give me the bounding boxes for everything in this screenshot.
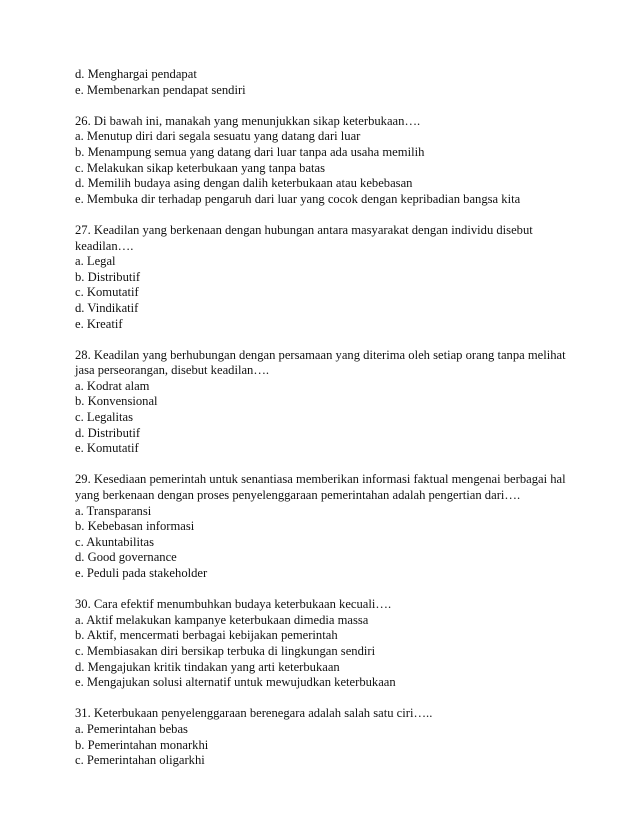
question-text: 30. Cara efektif menumbuhkan budaya keterbukaan kecuali…. xyxy=(75,597,392,612)
option-d: d. Mengajukan kritik tindakan yang arti keterbukaan xyxy=(75,659,340,674)
option-e: e. Kreatif xyxy=(75,316,123,331)
question-27 xyxy=(75,223,570,332)
option-e: e. Komutatif xyxy=(75,441,139,456)
question-text-cont: yang berkenaan dengan proses penyelenggaraan pemerintahan adalah pengertian dari…. xyxy=(75,488,521,503)
spacer xyxy=(75,207,570,223)
quiz-content xyxy=(75,67,570,769)
question-31 xyxy=(75,706,570,768)
spacer xyxy=(75,332,570,348)
question-text: 26. Di bawah ini, manakah yang menunjukkan sikap keterbukaan…. xyxy=(75,113,421,128)
option-e: e. Membenarkan pendapat sendiri xyxy=(75,82,246,97)
carryover-options xyxy=(75,67,570,98)
option-b: b. Distributif xyxy=(75,269,141,284)
question-28 xyxy=(75,348,570,457)
option-c: c. Legalitas xyxy=(75,410,134,425)
question-text-cont: jasa perseorangan, disebut keadilan…. xyxy=(75,363,270,378)
spacer xyxy=(75,691,570,707)
option-a: a. Aktif melakukan kampanye keterbukaan dimedia massa xyxy=(75,612,369,627)
question-text: 27. Keadilan yang berkenaan dengan hubungan antara masyarakat dengan individu disebut xyxy=(75,222,533,237)
question-30 xyxy=(75,597,570,691)
option-d: d. Good governance xyxy=(75,550,177,565)
option-d: d. Menghargai pendapat xyxy=(75,67,197,81)
spacer xyxy=(75,98,570,114)
option-a: a. Kodrat alam xyxy=(75,378,150,393)
question-text: 31. Keterbukaan penyelenggaraan berenegara adalah salah satu ciri….. xyxy=(75,706,433,721)
option-a: a. Transparansi xyxy=(75,503,152,518)
option-c: c. Komutatif xyxy=(75,285,139,300)
option-b: b. Pemerintahan monarkhi xyxy=(75,737,209,752)
option-d: d. Distributif xyxy=(75,425,141,440)
option-c: c. Akuntabilitas xyxy=(75,534,155,549)
spacer xyxy=(75,457,570,473)
option-c: c. Membiasakan diri bersikap terbuka di lingkungan sendiri xyxy=(75,643,376,658)
option-b: b. Menampung semua yang datang dari luar tanpa ada usaha memilih xyxy=(75,144,425,159)
option-c: c. Pemerintahan oligarkhi xyxy=(75,753,205,768)
option-a: a. Legal xyxy=(75,254,116,269)
option-b: b. Aktif, mencermati berbagai kebijakan pemerintah xyxy=(75,628,338,643)
option-d: d. Memilih budaya asing dengan dalih keterbukaan atau kebebasan xyxy=(75,176,413,191)
question-26 xyxy=(75,114,570,208)
question-29 xyxy=(75,472,570,581)
option-b: b. Kebebasan informasi xyxy=(75,519,195,534)
option-a: a. Pemerintahan bebas xyxy=(75,721,188,736)
question-text: 29. Kesediaan pemerintah untuk senantiasa memberikan informasi faktual mengenai berbagai hal xyxy=(75,472,566,487)
spacer xyxy=(75,582,570,598)
question-text: 28. Keadilan yang berhubungan dengan persamaan yang diterima oleh setiap orang tanpa melihat xyxy=(75,347,566,362)
option-b: b. Konvensional xyxy=(75,394,158,409)
option-e: e. Membuka dir terhadap pengaruh dari luar yang cocok dengan kepribadian bangsa kita xyxy=(75,191,521,206)
option-a: a. Menutup diri dari segala sesuatu yang datang dari luar xyxy=(75,129,361,144)
option-e: e. Mengajukan solusi alternatif untuk mewujudkan keterbukaan xyxy=(75,675,396,690)
option-d: d. Vindikatif xyxy=(75,300,139,315)
question-text-cont: keadilan…. xyxy=(75,238,134,253)
option-e: e. Peduli pada stakeholder xyxy=(75,566,208,580)
option-c: c. Melakukan sikap keterbukaan yang tanpa batas xyxy=(75,160,326,175)
